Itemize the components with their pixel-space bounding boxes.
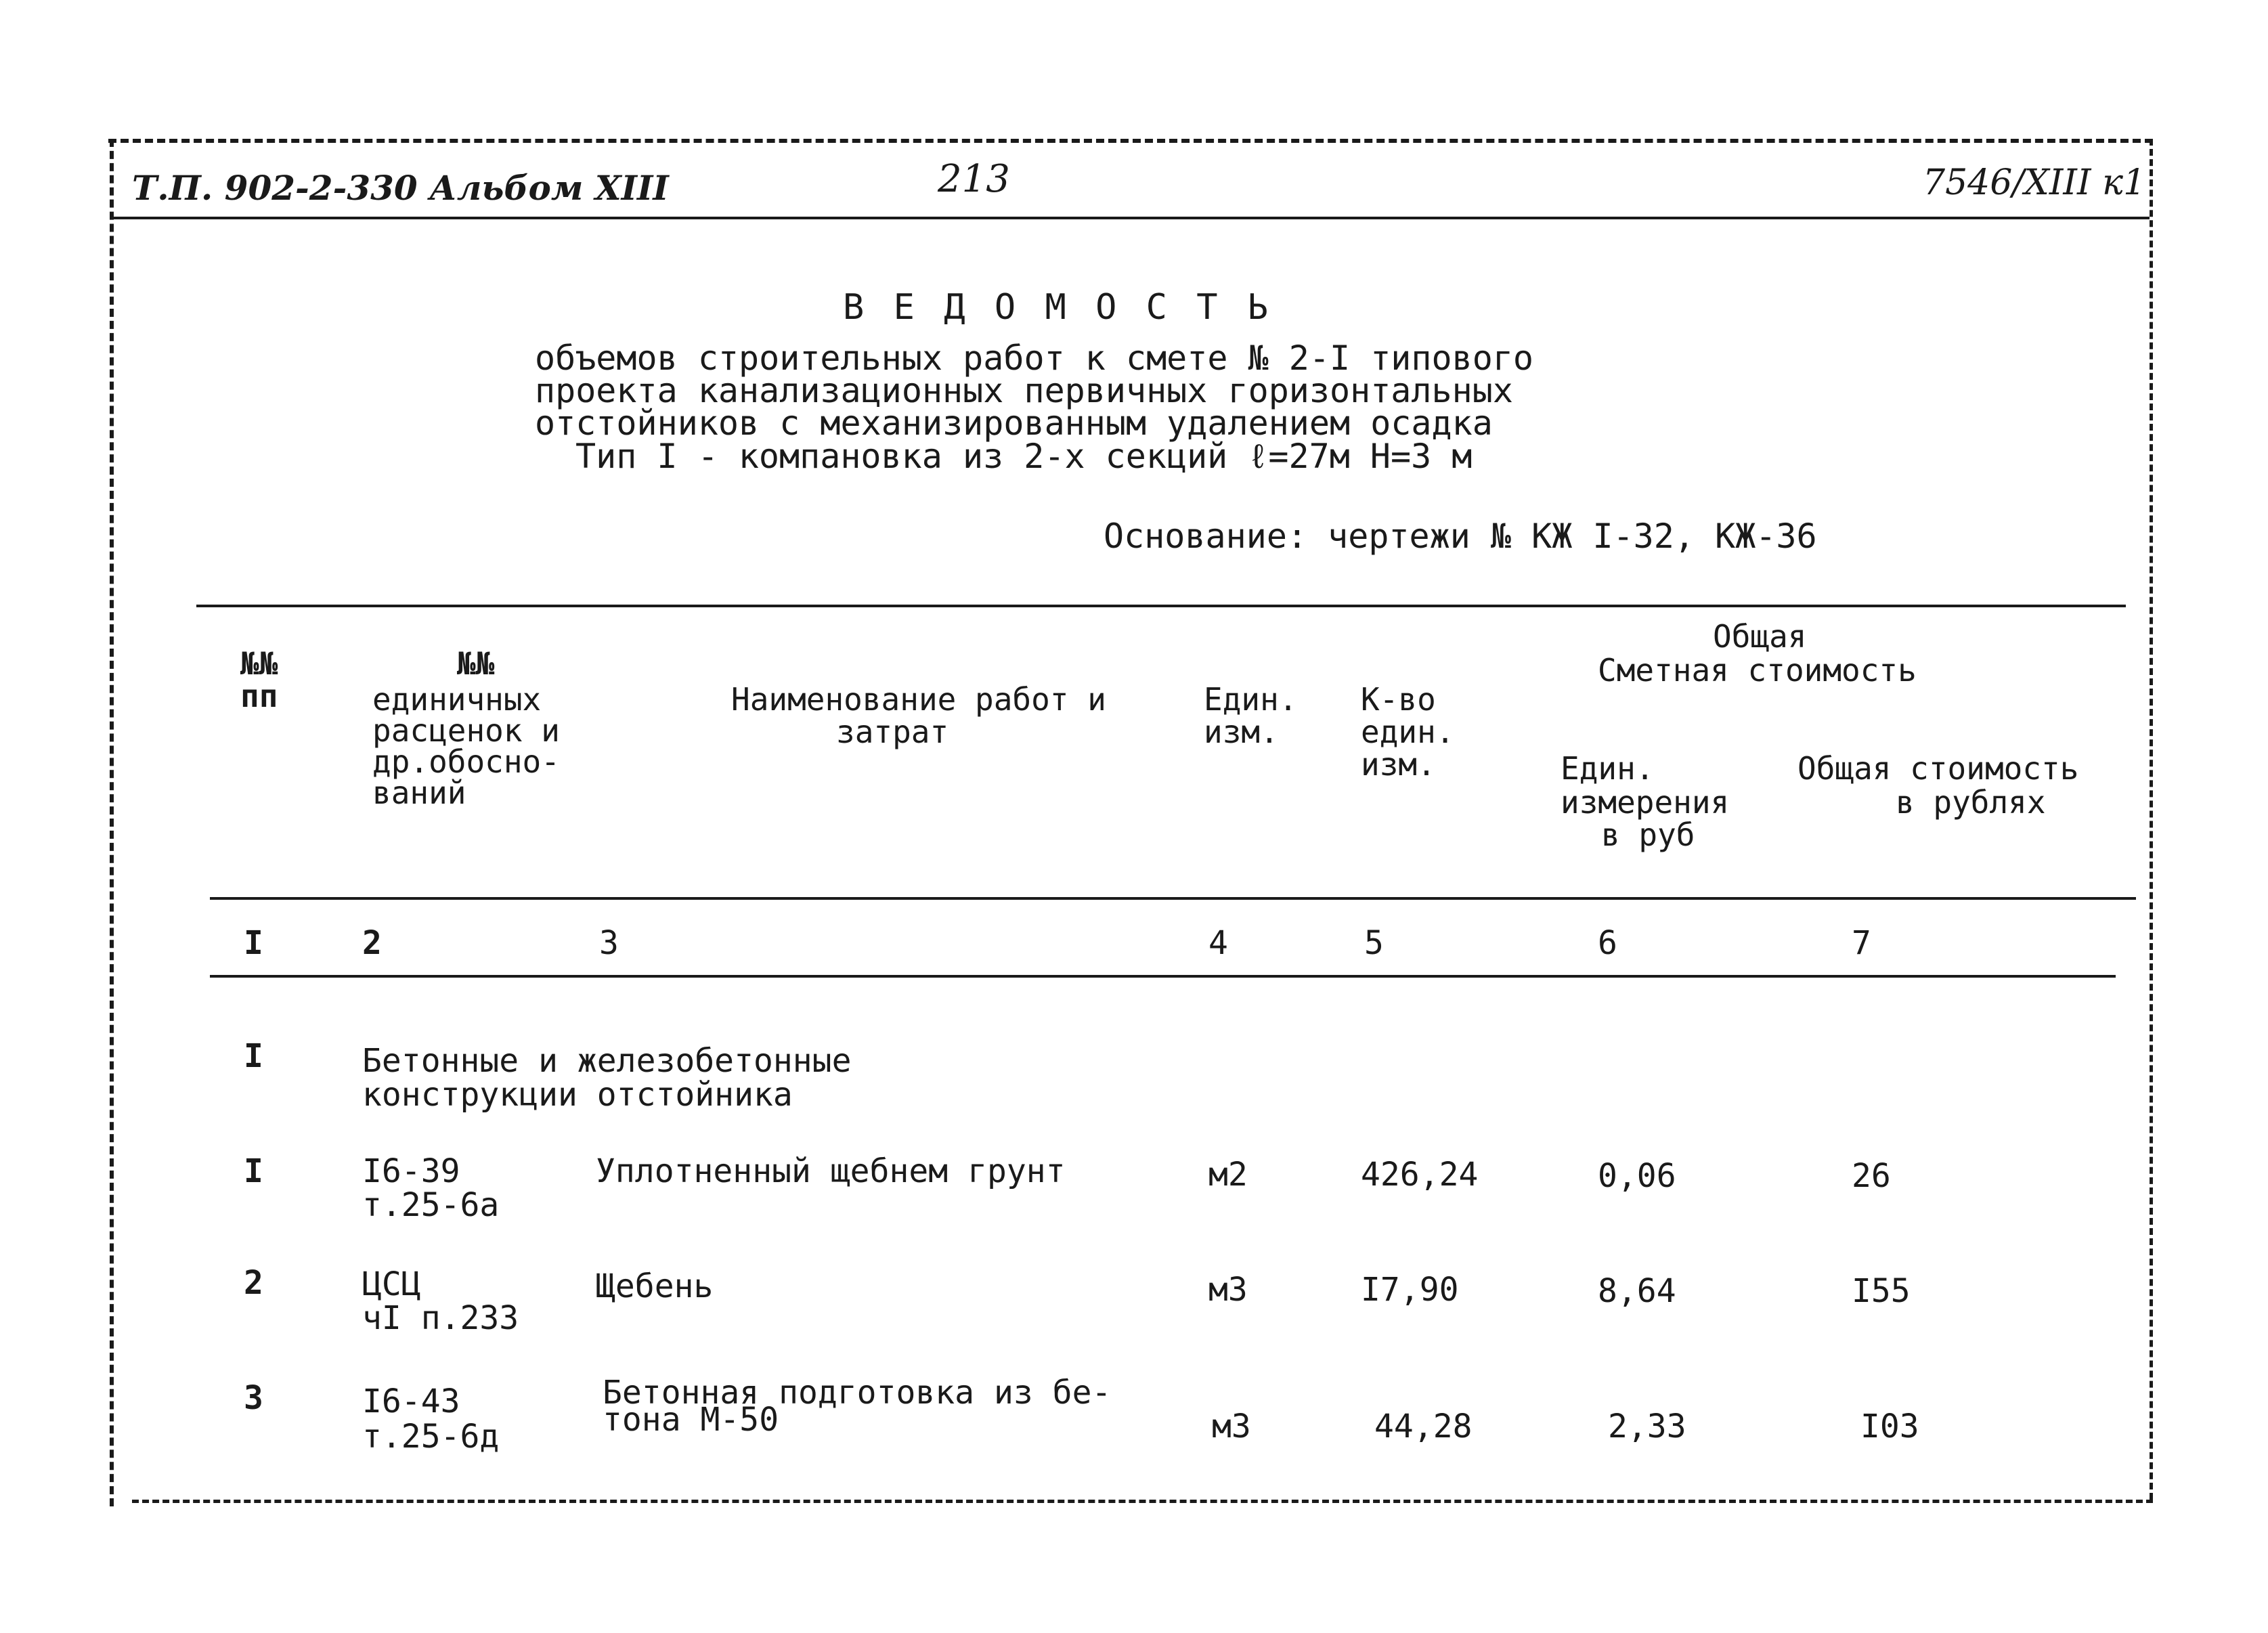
- col-number-1: I: [244, 924, 263, 962]
- header-col6-l2: измерения: [1561, 784, 1730, 821]
- row-number: 2: [244, 1264, 263, 1302]
- row-total: I03: [1860, 1408, 1919, 1445]
- header-bottom-rule: [210, 897, 2136, 900]
- document-title: В Е Д О М О С Т Ь: [843, 287, 1273, 328]
- header-group-l1: Общая: [1713, 618, 1807, 655]
- header-col5-l2: един.: [1361, 714, 1455, 750]
- header-col5-l3: изм.: [1361, 746, 1436, 783]
- col-number-4: 4: [1208, 924, 1228, 962]
- frame-left-border: [110, 139, 114, 1506]
- header-col3-l2: затрат: [836, 714, 949, 750]
- row-number: I: [244, 1152, 263, 1190]
- col-number-5: 5: [1364, 924, 1384, 962]
- row-name-l1: Бетонная подготовка из бе-: [603, 1374, 1112, 1412]
- row-total: 26: [1852, 1157, 1891, 1195]
- header-col3-l1: Наименование работ и: [731, 681, 1106, 718]
- header-col2-l1: №№: [457, 645, 495, 682]
- header-col4-l1: Един.: [1204, 681, 1298, 718]
- header-col2-l2: единичных: [372, 681, 542, 718]
- header-col1-l1: №№: [240, 645, 278, 682]
- header-col6-l1: Един.: [1561, 750, 1655, 787]
- stamp-album: Т.П. 902-2-330 Альбом XIII: [132, 168, 669, 208]
- header-col5-l1: К-во: [1361, 681, 1436, 718]
- table-top-rule: [196, 605, 2126, 607]
- row-unit-price: 8,64: [1598, 1272, 1676, 1310]
- frame-top-border: [108, 139, 2153, 143]
- section-number: I: [244, 1037, 263, 1075]
- stamp-inventory: 7546/XIII к1: [1923, 162, 2146, 203]
- header-col7-l2: в рублях: [1896, 784, 2046, 821]
- basis-line: Основание: чертежи № КЖ I-32, КЖ-36: [1104, 517, 1817, 556]
- row-name-l2: тона М-50: [603, 1401, 779, 1439]
- header-col4-l2: изм.: [1204, 714, 1279, 750]
- section-title-l1: Бетонные и железобетонные: [362, 1042, 852, 1080]
- row-ref-l1: ЦСЦ: [362, 1265, 421, 1303]
- col-number-2: 2: [362, 924, 382, 962]
- row-name-l1: Уплотненный щебнем грунт: [596, 1152, 1066, 1190]
- row-unit-price: 2,33: [1608, 1408, 1686, 1445]
- header-col2-l4: др.обосно-: [372, 743, 560, 780]
- stamp-page-number: 213: [938, 157, 1010, 201]
- row-ref-l1: I6-39: [362, 1152, 460, 1190]
- row-total: I55: [1852, 1272, 1911, 1310]
- row-unit-price: 0,06: [1598, 1157, 1676, 1195]
- title-line-4: Тип I - компановка из 2-х секций ℓ=27м Н=3 м: [575, 437, 1473, 476]
- row-number: 3: [244, 1379, 263, 1417]
- header-col2-l3: расценок и: [372, 712, 560, 749]
- col-number-3: 3: [599, 924, 619, 962]
- row-unit: м3: [1212, 1408, 1251, 1445]
- row-ref-l2: чI п.233: [362, 1299, 519, 1337]
- row-name-l1: Щебень: [596, 1267, 714, 1305]
- row-quantity: 426,24: [1361, 1156, 1479, 1194]
- title-line-2: проекта канализационных первичных горизонтальных: [535, 371, 1513, 410]
- title-line-1: объемов строительных работ к смете № 2-I типового: [535, 339, 1534, 378]
- header-col7-l1: Общая стоимость: [1797, 750, 2079, 787]
- frame-bottom-border: [132, 1500, 2153, 1503]
- header-group-l2: Сметная стоимость: [1598, 652, 1917, 689]
- col-numbers-rule: [210, 975, 2116, 978]
- row-quantity: I7,90: [1361, 1271, 1459, 1309]
- header-col2-l5: ваний: [372, 775, 466, 811]
- row-ref-l1: I6-43: [362, 1382, 460, 1420]
- col-number-6: 6: [1598, 924, 1617, 962]
- row-ref-l2: т.25-6д: [362, 1418, 500, 1456]
- row-unit: м2: [1208, 1156, 1248, 1194]
- frame-right-border: [2150, 139, 2153, 1500]
- stamp-divider: [112, 217, 2150, 219]
- header-col6-l3: в руб: [1601, 816, 1695, 853]
- section-title-l2: конструкции отстойника: [362, 1076, 793, 1114]
- title-line-3: отстойников с механизированным удалением осадка: [535, 404, 1493, 443]
- row-quantity: 44,28: [1374, 1408, 1473, 1445]
- row-unit: м3: [1208, 1271, 1248, 1309]
- header-col1-l2: пп: [240, 678, 278, 714]
- col-number-7: 7: [1852, 924, 1871, 962]
- row-ref-l2: т.25-6а: [362, 1186, 500, 1224]
